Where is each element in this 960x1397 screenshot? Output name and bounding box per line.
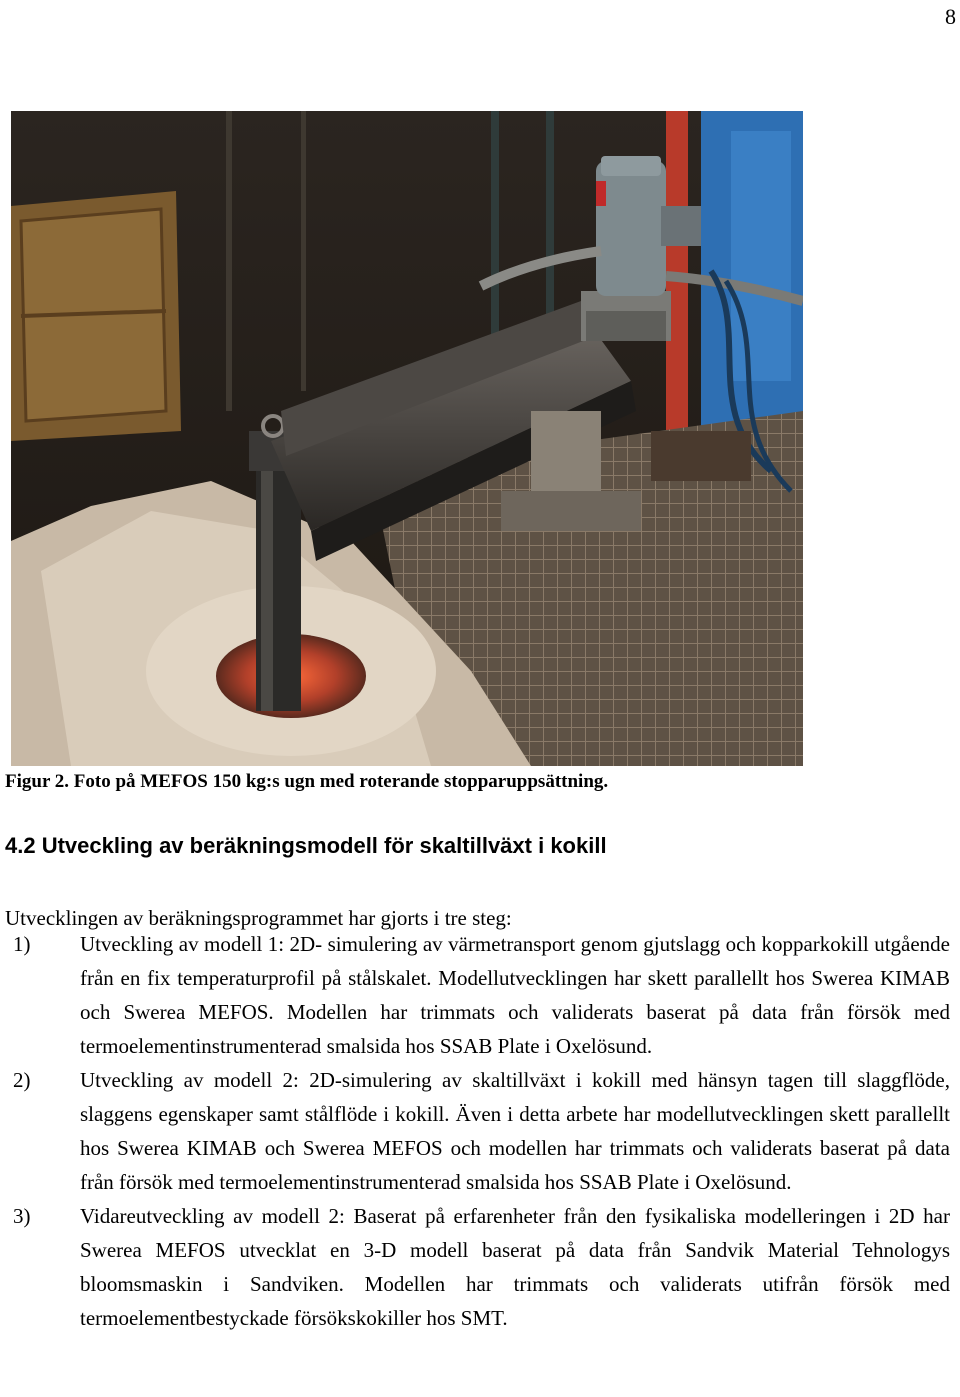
- step-text: Vidareutveckling av modell 2: Baserat på erfarenheter från den fysikaliska modelleringen i 2D har Swerea MEFOS utvecklat en 3-D modell baserat på data från Sandvik Material Tehnologys bloomsmaskin i Sandviken. Modellen har trimmats och validerats utifrån försök med termoelementbestyckade försökskokiller hos SMT.: [80, 1204, 950, 1330]
- step-item: [5, 1199, 950, 1335]
- figure-caption: Figur 2. Foto på MEFOS 150 kg:s ugn med roterande stopparuppsättning.: [5, 771, 609, 792]
- step-list: [5, 927, 950, 1335]
- furnace-photo: [11, 111, 803, 766]
- step-number: 3): [13, 1204, 31, 1228]
- section-intro: Utvecklingen av beräkningsprogrammet har gjorts i tre steg:: [5, 906, 512, 930]
- step-text: Utveckling av modell 1: 2D- simulering av värmetransport genom gjutslagg och kopparkokill utgående från en fix temperaturprofil på stålskalet. Modellutvecklingen har skett parallellt hos Swerea KIMAB och Swerea MEFOS. Modellen har trimmats och validerats baserat på data från försök med termoelementinstrumenterad smalsida hos SSAB Plate i Oxelösund.: [80, 932, 950, 1058]
- section-heading: 4.2 Utveckling av beräkningsmodell för skaltillväxt i kokill: [5, 833, 607, 858]
- step-number: 1): [13, 932, 31, 956]
- step-text: Utveckling av modell 2: 2D-simulering av skaltillväxt i kokill med hänsyn tagen till slaggflöde, slaggens egenskaper samt stålflöde i kokill. Även i detta arbete har modellutvecklingen skett parallellt hos Swerea KIMAB och Swerea MEFOS och modellen har trimmats och validerats baserat på data från försök med termoelementinstrumenterad smalsida hos SSAB Plate i Oxelösund.: [80, 1068, 950, 1194]
- page-number: 8: [945, 4, 956, 29]
- step-item: [5, 927, 950, 1063]
- step-number: 2): [13, 1068, 31, 1092]
- step-item: [5, 1063, 950, 1199]
